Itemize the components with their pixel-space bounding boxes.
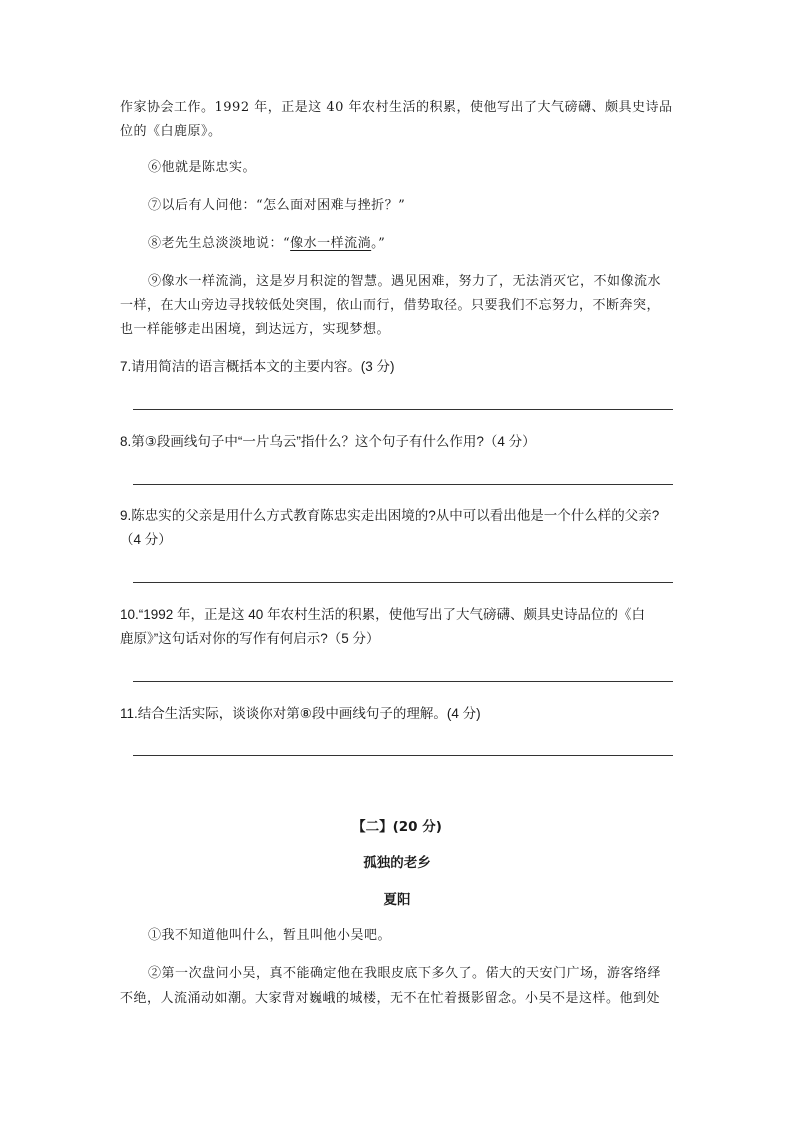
paragraph-8-prefix: ⑧老先生总淡淡地说：“: [148, 236, 291, 251]
paragraph-line: 作家协会工作。1992 年，正是这 40 年农村生活的积累，使他写出了大气磅礴、颇具史诗品: [120, 100, 673, 115]
question-10-line1: 10.“1992 年，正是这 40 年农村生活的积累，使他写出了大气磅礴、颇具史诗品位的《白: [120, 607, 646, 622]
question-9-line1: 9.陈忠实的父亲是用什么方式教育陈忠实走出困境的?从中可以看出他是一个什么样的父亲?: [120, 508, 660, 523]
article-author: 夏阳: [383, 892, 411, 908]
article-paragraph-2-line: ②第一次盘问小吴，真不能确定他在我眼皮底下多久了。偌大的天安门广场，游客络绎: [148, 966, 662, 981]
paragraph-8-suffix: 。”: [371, 236, 386, 251]
question-8: 8.第③段画线句子中“一片乌云”指什么？这个句子有什么作用?（4 分）: [120, 434, 536, 449]
answer-line-9[interactable]: [133, 582, 673, 583]
answer-line-8[interactable]: [133, 484, 673, 485]
article-title: 孤独的老乡: [363, 855, 431, 871]
paragraph-6: ⑥他就是陈忠实。: [148, 160, 257, 175]
question-10-line2: 鹿原》”这句话对你的写作有何启示?（5 分）: [120, 631, 380, 646]
question-11: 11.结合生活实际，谈谈你对第⑧段中画线句子的理解。(4 分): [120, 706, 481, 721]
underlined-sentence: 像水一样流淌: [290, 236, 372, 251]
answer-line-7[interactable]: [133, 409, 673, 410]
question-7: 7.请用简洁的语言概括本文的主要内容。(3 分): [120, 359, 395, 374]
section-heading: 【二】(20 分): [352, 819, 442, 835]
answer-line-11[interactable]: [133, 755, 673, 756]
article-paragraph-2-line: 不绝，人流涌动如潮。大家背对巍峨的城楼，无不在忙着摄影留念。小吴不是这样。他到处: [120, 991, 661, 1006]
paragraph-9-line: ⑨像水一样流淌，这是岁月积淀的智慧。遇见困难，努力了，无法消灭它，不如像流水: [148, 274, 662, 289]
paragraph-8: [148, 232, 385, 256]
paragraph-line: 位的《白鹿原》。: [120, 124, 222, 139]
paragraph-9-line: 一样，在大山旁边寻找较低处突围，依山而行，借势取径。只要我们不忘努力，不断奔突，: [120, 298, 661, 313]
answer-line-10[interactable]: [133, 681, 673, 682]
article-paragraph-1: ①我不知道他叫什么，暂且叫他小吴吧。: [148, 928, 392, 943]
question-9-line2: （4 分）: [120, 532, 172, 547]
paragraph-7: ⑦以后有人问他：“怎么面对困难与挫折？”: [148, 198, 406, 213]
paragraph-9-line: 也一样能够走出困境，到达远方，实现梦想。: [120, 322, 391, 337]
